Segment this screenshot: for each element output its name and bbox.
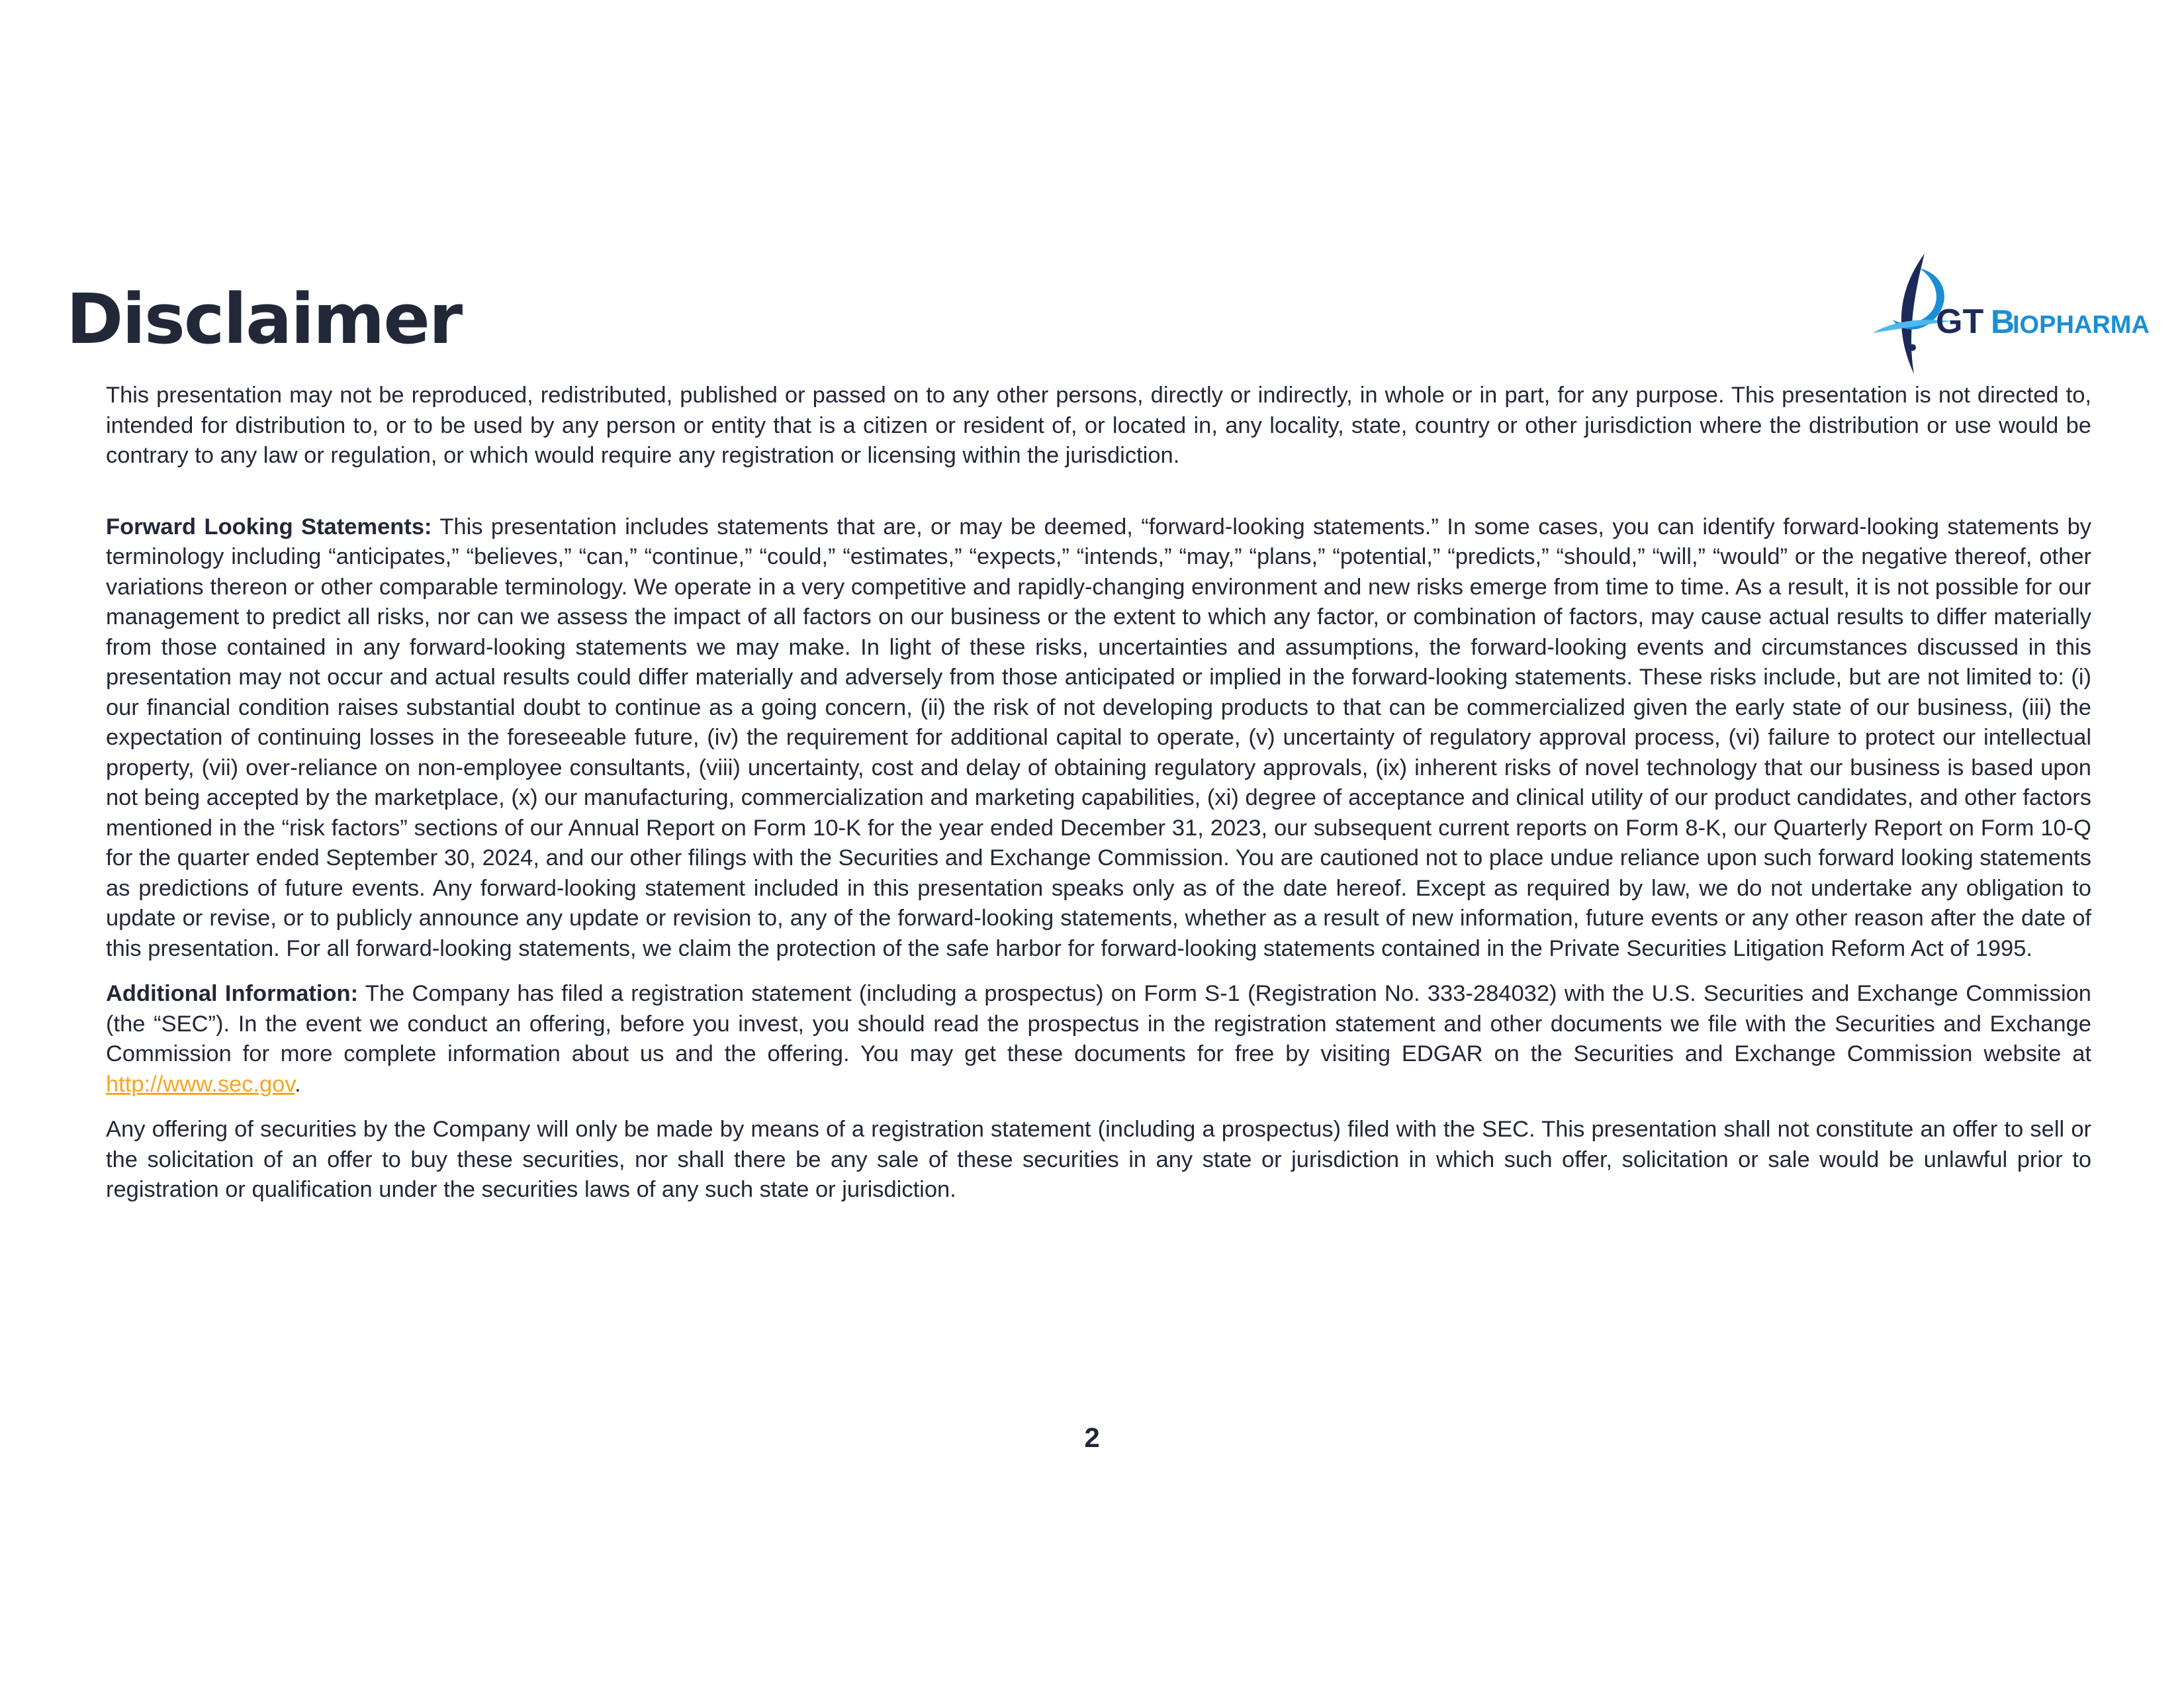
forward-looking-paragraph xyxy=(106,512,2091,964)
additional-info-text: The Company has filed a registration statement (including a prospectus) on Form S-1 (Registration No. 333-284032) with the U.S. Securities and Exchange Commission (the “SEC”). In the event we conduct an offering, before you invest, you should read the prospectus in the registration statement and other documents we file with the Securities and Exchange Commission for more complete information about us and the offering. You may get these documents for free by visiting EDGAR on the Securities and Exchange Commission website at xyxy=(106,981,2091,1066)
forward-looking-text: This presentation includes statements that are, or may be deemed, “forward-looking statements.” In some cases, you can identify forward-looking statements by terminology including “anticipates,” “believes,” “can,” “continue,” “could,” “estimates,” “expects,” “intends,” “may,” “plans,” “potential,” “predicts,” “should,” “will,” “would” or the negative thereof, other variations thereon or other comparable terminology. We operate in a very competitive and rapidly-changing environment and new risks emerge from time to time. As a result, it is not possible for our management to predict all risks, nor can we assess the impact of all factors on our business or the extent to which any factor, or combination of factors, may cause actual results to differ materially from those contained in any forward-looking statements we may make. In light of these risks, uncertainties and assumptions, the forward-looking events and circumstances discussed in this presentation may not occur and actual results could differ materially and adversely from those anticipated or implied in the forward-looking statements. These risks include, but are not limited to: (i) our financial condition raises substantial doubt to continue as a going concern, (ii) the risk of not developing products to that can be commercialized given the early state of our business, (iii) the expectation of continuing losses in the foreseeable future, (iv) the requirement for additional capital to operate, (v) uncertainty of regulatory approval process, (vi) failure to protect our intellectual property, (vii) over-reliance on non-employee consultants, (viii) uncertainty, cost and delay of obtaining regulatory approvals, (ix) inherent risks of novel technology that our business is based upon not being accepted by the marketplace, (x) our manufacturing, commercialization and marketing capabilities, (xi) degree of acceptance and clinical utility of our product candidates, and other factors mentioned in the “risk factors” sections of our Annual Report on Form 10-K for the year ended December 31, 2023, our subsequent current reports on Form 8-K, our Quarterly Report on Form 10-Q for the quarter ended September 30, 2024, and our other filings with the Securities and Exchange Commission. You are cautioned not to place undue reliance upon such forward looking statements as predictions of future events. Any forward-looking statement included in this presentation speaks only as of the date hereof. Except as required by law, we do not undertake any obligation to update or revise, or to publicly announce any update or revision to, any of the forward-looking statements, whether as a result of new information, future events or any other reason after the date of this presentation. For all forward-looking statements, we claim the protection of the safe harbor for forward-looking statements contained in the Private Securities Litigation Reform Act of 1995. xyxy=(106,514,2092,961)
additional-info-heading: Additional Information: xyxy=(106,981,359,1006)
logo-gt-text: GT xyxy=(1936,303,1984,341)
page-title: Disclaimer xyxy=(66,279,462,359)
additional-info-trailing: . xyxy=(295,1071,301,1097)
disclaimer-body xyxy=(106,381,2091,1205)
logo-helix-icon xyxy=(1901,254,1925,374)
sec-link[interactable]: http://www.sec.gov xyxy=(106,1071,295,1097)
page-number: 2 xyxy=(1084,1422,1100,1453)
additional-info-paragraph xyxy=(106,979,2091,1100)
intro-paragraph: This presentation may not be reproduced, redistributed, published or passed on to any other persons, directly or indirectly, in whole or in part, for any purpose. This presentation is not directed to, intended for distribution to, or to be used by any person or entity that is a citizen or resident of, or located in, any locality, state, country or other jurisdiction where the distribution or use would be contrary to any law or regulation, or which would require any registration or licensing within the jurisdiction. xyxy=(106,383,2091,468)
forward-looking-heading: Forward Looking Statements: xyxy=(106,514,432,539)
logo-biopharma-initial: B xyxy=(1991,303,2015,340)
logo-biopharma-text: IOPHARMA xyxy=(2013,311,2150,339)
gt-biopharma-logo xyxy=(1873,248,2164,381)
offering-paragraph: Any offering of securities by the Company will only be made by means of a registration statement (including a prospectus) filed with the SEC. This presentation shall not constitute an offer to sell or the solicitation of an offer to buy these securities, nor shall there be any sale of these securities in any state or jurisdiction in which such offer, solicitation or sale would be unlawful prior to registration or qualification under the securities laws of any such state or jurisdiction. xyxy=(106,1117,2091,1202)
